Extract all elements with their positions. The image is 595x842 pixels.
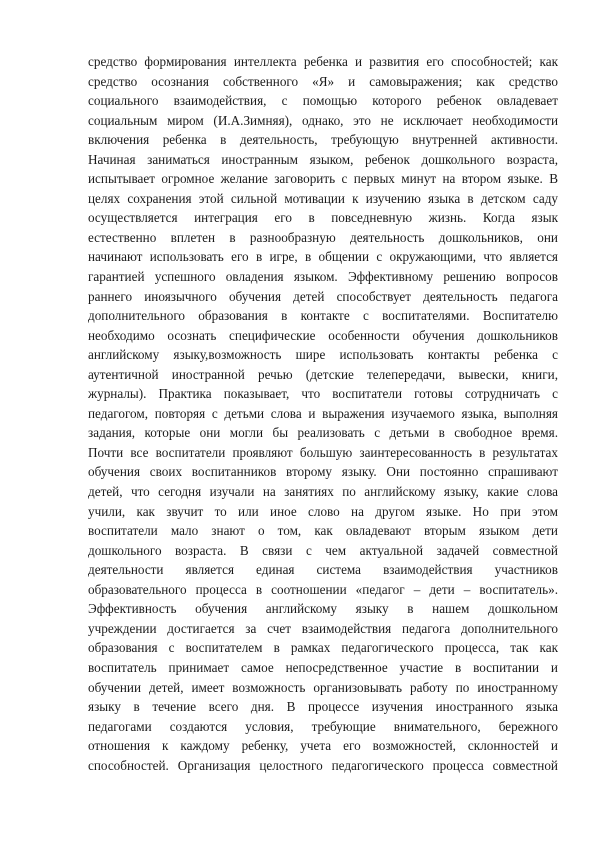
text-line: английскому языку,возможность шире использовать контакты ребенка с bbox=[88, 347, 558, 363]
text-line: педагогами создаются условия, требующие внимательного, бережного bbox=[88, 718, 558, 734]
text-line: Начиная заниматься иностранным языком, ребенок дошкольного возраста, bbox=[88, 151, 558, 167]
text-line: Эффективность обучения английскому языку в нашем дошкольном bbox=[88, 601, 558, 617]
text-line: языку в течение всего дня. В процессе изучения иностранного языка bbox=[88, 699, 558, 715]
text-line: включения ребенка в деятельность, требующую внутренней активности. bbox=[88, 132, 558, 148]
text-line: раннего иноязычного обучения детей способствует деятельность педагога bbox=[88, 288, 558, 304]
text-line: Почти все воспитатели проявляют большую заинтересованность в результатах bbox=[88, 444, 558, 460]
text-line: воспитатели мало знают о том, как овладевают вторым языком дети bbox=[88, 523, 558, 539]
text-line: гарантией успешного овладения языком. Эффективному решению вопросов bbox=[88, 269, 558, 285]
text-line: начинают использовать его в игре, в общении с окружающими, что является bbox=[88, 249, 558, 265]
text-line: дополнительного образования в контакте с воспитателями. Воспитателю bbox=[88, 308, 558, 324]
text-line: средство осознания собственного «Я» и самовыражения; как средство bbox=[88, 73, 558, 89]
text-line: журналы). Практика показывает, что воспитатели готовы сотрудничать с bbox=[88, 386, 558, 402]
text-line: осуществляется интеграция его в повседневную жизнь. Когда язык bbox=[88, 210, 558, 226]
text-line: необходимо осознать специфические особенности обучения дошкольников bbox=[88, 327, 558, 343]
text-line: детей, что сегодня изучали на занятиях по английскому языку, какие слова bbox=[88, 484, 558, 500]
text-line: образовательного процесса в соотношении «педагог – дети – воспитатель». bbox=[88, 581, 558, 597]
text-line: задания, которые они могли бы реализовать с детьми в свободное время. bbox=[88, 425, 558, 441]
text-line: способностей. Организация целостного педагогического процесса совместной bbox=[88, 757, 558, 773]
text-line: образования с воспитателем в рамках педагогического процесса, так как bbox=[88, 640, 558, 656]
text-line: целях сохранения этой сильной мотивации к изучению языка в детском саду bbox=[88, 190, 558, 206]
text-line: учреждении достигается за счет взаимодействия педагога дополнительного bbox=[88, 620, 558, 636]
text-line: социальным миром (И.А.Зимняя), однако, это не исключает необходимости bbox=[88, 112, 558, 128]
text-line: педагогом, повторяя с детьми слова и выражения изучаемого языка, выполняя bbox=[88, 405, 558, 421]
text-line: аутентичной иностранной речью (детские телепередачи, вывески, книги, bbox=[88, 366, 558, 382]
text-line: учили, как звучит то или иное слово на другом языке. Но при этом bbox=[88, 503, 558, 519]
text-line: естественно вплетен в разнообразную деятельность дошкольников, они bbox=[88, 229, 558, 245]
text-line: средство формирования интеллекта ребенка и развития его способностей; как bbox=[88, 54, 558, 69]
text-line: деятельности является единая система взаимодействия участников bbox=[88, 562, 558, 578]
text-line: отношения к каждому ребенку, учета его возможностей, склонностей и bbox=[88, 738, 558, 754]
text-line: испытывает огромное желание заговорить с первых минут на втором языке. В bbox=[88, 171, 558, 187]
text-line: обучении детей, имеет возможность организовывать работу по иностранному bbox=[88, 679, 558, 695]
text-line: социального взаимодействия, с помощью которого ребенок овладевает bbox=[88, 93, 558, 109]
text-line: обучения своих воспитанников второму языку. Они постоянно спрашивают bbox=[88, 464, 558, 480]
text-line: дошкольного возраста. В связи с чем актуальной задачей совместной bbox=[88, 542, 558, 558]
text-line: воспитатель принимает самое непосредственное участие в воспитании и bbox=[88, 659, 558, 675]
body-text bbox=[88, 52, 558, 775]
